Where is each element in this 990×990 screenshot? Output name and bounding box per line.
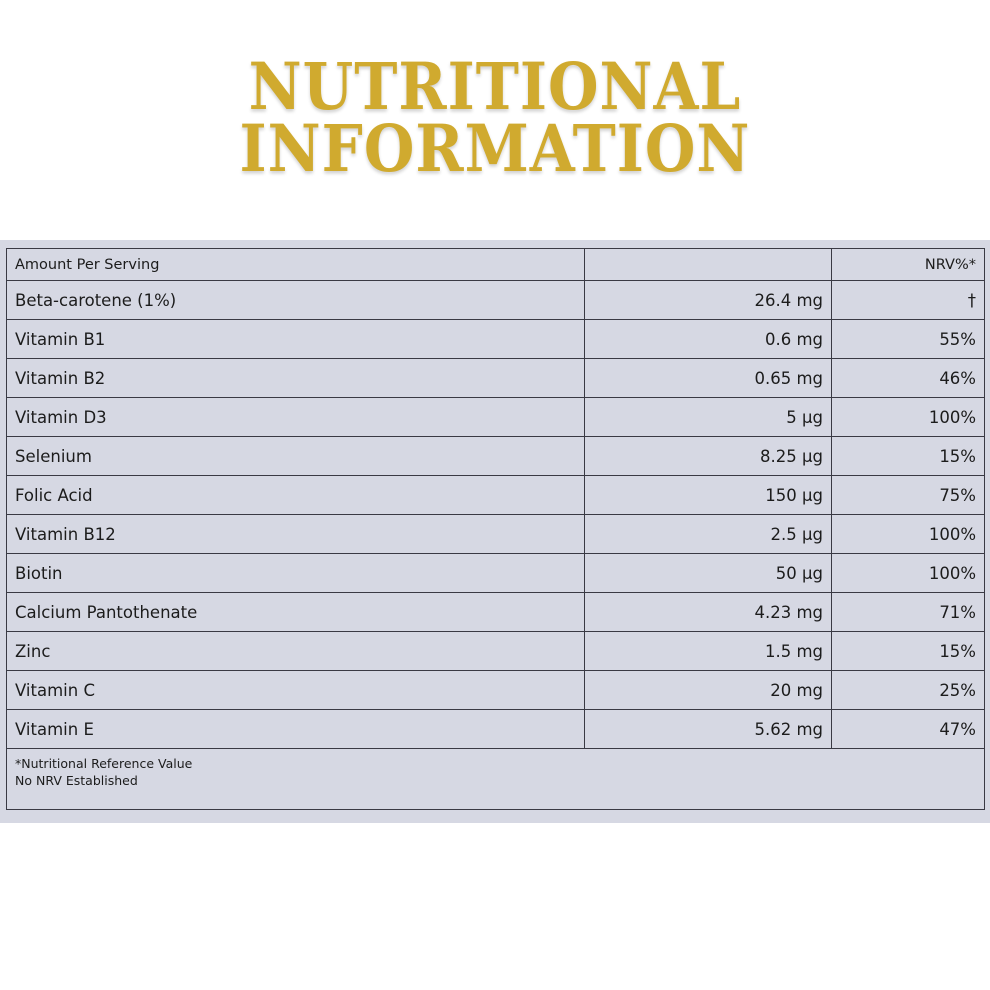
footnote-nrv-definition: *Nutritional Reference Value (15, 756, 193, 771)
nutrient-nrv: † (832, 281, 985, 320)
nutrient-nrv: 46% (832, 359, 985, 398)
nutrient-name: Selenium (7, 437, 585, 476)
nutrient-name: Vitamin B12 (7, 515, 585, 554)
header-nrv: NRV%* (832, 249, 985, 281)
nutrient-nrv: 25% (832, 671, 985, 710)
nutrient-name: Beta-carotene (1%) (7, 281, 585, 320)
nutrient-nrv: 100% (832, 515, 985, 554)
table-row (7, 437, 985, 476)
nutrient-name: Vitamin E (7, 710, 585, 749)
table-row (7, 398, 985, 437)
footnote-row (7, 749, 985, 810)
nutrient-amount: 5.62 mg (585, 710, 832, 749)
table-row (7, 554, 985, 593)
nutrient-amount: 150 µg (585, 476, 832, 515)
table-header-row (7, 249, 985, 281)
table-row (7, 593, 985, 632)
nutrient-nrv: 47% (832, 710, 985, 749)
table-row (7, 281, 985, 320)
table-row (7, 710, 985, 749)
table-row (7, 632, 985, 671)
nutrient-amount: 8.25 µg (585, 437, 832, 476)
nutrient-amount: 4.23 mg (585, 593, 832, 632)
nutrient-nrv: 15% (832, 632, 985, 671)
nutrient-nrv: 100% (832, 398, 985, 437)
nutrient-amount: 5 µg (585, 398, 832, 437)
nutrient-nrv: 71% (832, 593, 985, 632)
nutrient-name: Vitamin D3 (7, 398, 585, 437)
nutrient-name: Vitamin C (7, 671, 585, 710)
table-row (7, 476, 985, 515)
nutrient-amount: 2.5 µg (585, 515, 832, 554)
nutrient-nrv: 100% (832, 554, 985, 593)
nutrient-amount: 50 µg (585, 554, 832, 593)
nutrient-amount: 26.4 mg (585, 281, 832, 320)
title-line-1: NUTRITIONAL (248, 48, 742, 125)
nutrient-amount: 1.5 mg (585, 632, 832, 671)
table-row (7, 671, 985, 710)
footnote-cell (7, 749, 985, 810)
nutrient-amount: 0.6 mg (585, 320, 832, 359)
nutrient-name: Zinc (7, 632, 585, 671)
nutrient-nrv: 55% (832, 320, 985, 359)
table-row (7, 515, 985, 554)
table-row (7, 320, 985, 359)
header-amount (585, 249, 832, 281)
nutrient-name: Vitamin B1 (7, 320, 585, 359)
header-amount-per-serving: Amount Per Serving (7, 249, 585, 281)
title-line-2: INFORMATION (239, 110, 751, 187)
nutrient-name: Calcium Pantothenate (7, 593, 585, 632)
nutrient-amount: 20 mg (585, 671, 832, 710)
table-row (7, 359, 985, 398)
nutrient-name: Folic Acid (7, 476, 585, 515)
footnote-no-nrv: No NRV Established (15, 773, 138, 788)
nutrient-name: Biotin (7, 554, 585, 593)
nutrient-name: Vitamin B2 (7, 359, 585, 398)
nutrition-table (6, 248, 985, 810)
nutrient-nrv: 75% (832, 476, 985, 515)
nutrient-nrv: 15% (832, 437, 985, 476)
nutrient-amount: 0.65 mg (585, 359, 832, 398)
